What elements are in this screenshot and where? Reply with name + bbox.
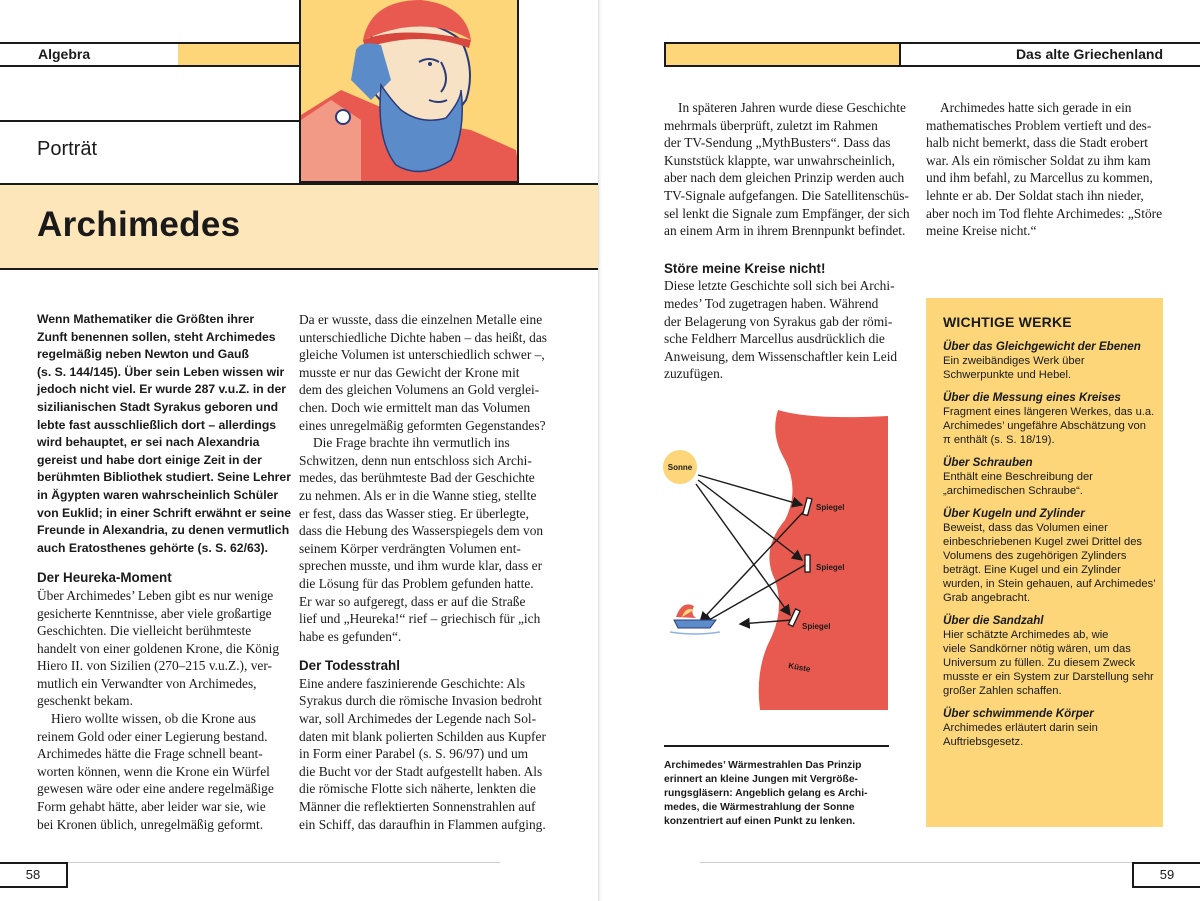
text-line: medes, die Wärmestrahlung der Sonne [664,802,855,813]
header-accent-bar [178,42,301,67]
text-line: konzentriert auf einen Punkt zu lenken. [664,816,856,827]
text-line: lehnte er ab. Der Soldat stach ihn nieder, [926,187,1144,203]
section-label: Algebra [38,46,91,62]
text-line: war, soll Archimedes der Legende nach Sol- [299,711,537,727]
death-paragraph [926,99,1166,240]
text-line: reinem Gold oder einer Legierung bestand. [37,728,268,744]
heat-ray-diagram [660,410,895,715]
work-description-line: π enthält (s. S. 18/19). [943,434,1055,446]
text-line: auch Eratosthenes gehörte (s. S. 62/63). [37,540,268,555]
text-line: Da er wusste, dass die einzelnen Metalle eine [299,312,543,327]
text-line: lebte fast ausschließlich dort – allerdings [37,417,277,432]
text-line: sizilianischen Stadt Syrakus geboren und [37,399,279,414]
heureka-paragraph-1 [37,587,285,710]
text-line: TV-Signale aufgefangen. Die Satellitenschüs- [664,187,909,203]
section-label-right: Das alte Griechenland [1015,46,1163,62]
category-label: Porträt [37,138,98,160]
work-description-line: musste er ein System zur Darstellung sehr [943,671,1154,683]
text-line: die römische Flotte sich näherte, lenkten die [299,781,536,797]
text-line: Wenn Mathematiker die Größten ihrer [37,312,255,326]
text-line: gesicherte Kenntnisse, aber viele großartige [37,605,272,621]
work-description [943,405,1155,447]
text-line: wird behauptet, er sei nach Alexandria [37,435,260,450]
work-description [943,521,1156,605]
text-line: Archimedes hatte sich gerade in ein [940,100,1132,115]
text-line: Männer die reflektierten Sonnenstrahlen auf [299,799,536,815]
text-line: seinem Körper verdrängten Volumen ent- [299,540,521,556]
text-line: jedoch nicht viel. Er wurde 287 v.u.Z. in der [37,382,287,397]
text-line: habe es gefunden“. [299,628,402,644]
text-line: gewesen wäre oder eine andere regelmäßige [37,781,274,797]
book-gutter [598,0,602,901]
work-description-line: Archimedes’ ungefähre Abschätzung von [943,420,1146,432]
work-description-line: Universum zu füllen. Zu diesem Zweck [943,657,1136,669]
work-title: Über die Messung eines Kreises [943,391,1121,404]
page-number-right: 59 [1132,862,1200,888]
mythbusters-paragraph [664,99,914,240]
work-description [943,470,1146,498]
left-column-2 [299,311,548,833]
text-line: Zunft benennen sollen, steht Archimedes [37,329,276,344]
section-label-box [0,42,180,67]
footer-rule-left [0,862,500,863]
left-column-1 [37,311,291,833]
text-line: halb nicht bemerkt, dass die Stadt erobert [926,135,1148,151]
text-line: In späteren Jahren wurde diese Geschichte [678,100,906,115]
text-line: er fest, dass das Wasser stieg. Er überlegte, [299,505,529,521]
text-line: Syrakus durch die römische Invasion bedroht [299,693,542,709]
text-line: an einem Arm in ihrem Brennpunkt befindet. [664,223,906,239]
text-line: (s. S. 144/145). Über sein Leben wissen wir [37,364,285,379]
page-title: Archimedes [37,205,241,244]
kreise-heading: Störe meine Kreise nicht! [664,260,826,276]
important-works-box [926,298,1163,827]
work-title: Über das Gleichgewicht der Ebenen [943,340,1141,353]
work-description [943,628,1154,698]
text-line: erinnert an kleine Jungen mit Vergröße- [664,774,858,785]
todesstrahl-paragraph [299,675,544,833]
text-line: musste er nur das Gewicht der Krone mit [299,364,520,380]
text-line: medes’ Tod zugetragen haben. Während [664,295,879,311]
text-line: mathematisches Problem vertieft und des- [926,117,1152,133]
work-description-line: Schwerpunkte und Hebel. [943,369,1072,381]
work-description-line: Enthält eine Beschreibung der [943,471,1093,483]
text-line: in Ägypten waren wahrscheinlich Schüler [37,487,279,502]
text-line: eines unregelmäßig geformten Gegenstandes? [299,417,546,433]
section-label-box-right [899,42,1200,67]
work-title: Über Kugeln und Zylinder [943,507,1085,520]
text-line: sprechen musste, und ihm wurde klar, dass er [299,558,543,574]
works-list [943,340,1156,749]
mirror-label-2: Spiegel [816,563,845,572]
text-line: Diese letzte Geschichte soll sich bei Archi- [664,278,895,294]
text-line: Archimedes hätte die Frage schnell beant- [37,746,263,762]
text-line: berühmten Bibliothek studiert. Seine Lehrer [37,470,291,485]
heureka-paragraph-2 [37,710,285,833]
text-line: dass die Hebung des Wasserspiegels dem von [299,523,544,539]
text-line: Anweisung, dem Wissenschaftler kein Leid [664,348,898,364]
text-line: Eine andere faszinierende Geschichte: Als [299,675,526,691]
text-line: Hiero wollte wissen, ob die Krone aus [51,711,256,727]
diagram-caption [664,745,889,829]
category-row [0,120,301,183]
page-number-left: 58 [0,862,68,888]
text-line: Die Frage brachte ihn vermutlich ins [313,435,510,451]
text-line: gleiche Volumen ist unterschiedlich schwer –, [299,347,545,363]
coast-label: Küste [787,661,812,674]
text-line: von Euklid; in einer Schrift erwähnt er seine [37,505,291,520]
crown-paragraph [299,311,548,434]
work-title: Über Schrauben [943,456,1033,469]
work-title: Über die Sandzahl [943,614,1044,627]
text-line: regelmäßig neben Newton und Gauß [37,347,249,362]
kreise-paragraph [664,277,914,383]
text-line: zu nehmen. Als er in die Wanne stieg, stellte [299,487,537,503]
work-description-line: Beweist, dass das Volumen einer [943,522,1108,534]
text-line: Er war so aufgeregt, dass er auf die Straße [299,593,526,609]
text-line: sel lenkt die Signale zum Empfänger, der sich [664,205,910,221]
works-heading: WICHTIGE WERKE [943,314,1072,330]
title-band [0,183,600,270]
work-description [943,354,1146,382]
text-line: Form gehabt hätte, aber leider war sie, wie [37,799,266,815]
text-line: unterschiedliche Dichte haben – das heißt, das [299,329,548,345]
text-line: die Lösung für das Problem gefunden hatte. [299,575,534,591]
header-accent-bar-right [664,42,901,67]
text-line: und ihm befahl, zu Marcellus zu kommen, [926,170,1153,186]
work-description-line: Ein zweibändiges Werk über [943,355,1085,367]
text-line: aber noch im Tod flehte Archimedes: „Störe [926,205,1163,221]
text-line: chen. Doch wie ermittelt man das Volumen [299,399,531,415]
work-description-line: Auftriebsgesetz. [943,736,1024,748]
text-line: der Belagerung von Syrakus gab der römi- [664,313,893,329]
work-description-line: einbeschriebenen Kugel zwei Drittel des [943,536,1143,548]
text-line: worten können, wenn die Krone ein Würfel [37,763,270,779]
right-column-2 [926,99,1166,240]
text-line: aber nach dem gleichen Prinzip werden auch [664,170,905,186]
text-line: der TV-Sendung „MythBusters“. Dass das [664,135,891,151]
portrait-illustration [301,0,519,183]
footer-rule-right [700,862,1200,863]
text-line: Geschichten. Die vielleicht berühmteste [37,623,252,639]
text-line: geschenkt bekam. [37,693,133,709]
text-line: meine Kreise nicht.“ [926,223,1037,239]
text-line: medes, das berühmteste Bad der Geschichte [299,470,535,486]
todesstrahl-heading: Der Todesstrahl [299,658,400,674]
work-description-line: Fragment eines längeren Werkes, das u.a. [943,406,1155,418]
text-line: Kunststück klappte, war unwahrscheinlich, [664,152,895,168]
mirror-2-icon [805,555,810,572]
text-line: zuzufügen. [664,366,724,382]
text-line: die Bucht vor der Stadt aufgestellt haben. Als [299,763,543,779]
heureka-heading: Der Heureka-Moment [37,570,172,586]
text-line: dem des gleichen Volumens an Gold verglei- [299,382,540,398]
work-description-line: Hier schätzte Archimedes ab, wie [943,629,1109,641]
sun-label: Sonne [667,463,693,472]
text-line: daten mit blank polierten Schilden aus Kupfer [299,728,546,744]
work-description-line: großer Zahlen schaffen. [943,685,1062,697]
text-line: bei Kronen üblich, unregelmäßig geformt. [37,816,264,832]
right-column-1 [664,99,914,383]
text-line: handelt von einer goldenen Krone, die König [37,640,280,656]
archimedes-portrait [299,0,519,183]
mirror-label-1: Spiegel [816,503,845,512]
work-title: Über schwimmende Körper [943,707,1094,720]
work-description-line: „archimedischen Schraube“. [943,485,1083,497]
text-line: Freunde in Alexandria, zu denen vermutlich [37,523,290,538]
coast-shape [759,410,888,710]
text-line: ein Schiff, das daraufhin in Flammen aufging. [299,816,546,832]
text-line: war. Als ein römischer Soldat zu ihm kam [926,152,1151,168]
work-description-line: Archimedes erläutert darin sein [943,722,1098,734]
mirror-label-3: Spiegel [802,622,831,631]
work-description-line: Volumens des zugehörigen Zylinders [943,550,1127,562]
work-description-line: Grab angebracht. [943,592,1031,604]
text-line: mutlich ein Verwandter von Archimedes, [37,675,257,691]
text-line: lief und „Heureka!“ rief – griechisch für „ich [299,611,541,627]
work-description-line: viele Sandkörner nötig wären, um das [943,643,1131,655]
work-description-line: wurden, in Stein gehauen, auf Archimedes’ [943,578,1156,590]
lead-paragraph [37,311,291,557]
text-line: Hiero II. von Sizilien (270–215 v.u.Z.), ver- [37,658,273,674]
work-description [943,721,1146,749]
bath-paragraph [299,434,544,645]
work-description-line: beträgt. Eine Kugel und ein Zylinder [943,564,1121,576]
text-line: Über Archimedes’ Leben gibt es nur wenige [37,587,274,603]
text-line: gereist und habe dort einige Zeit in der [37,452,262,467]
text-line: rungsgläsern: Angeblich gelang es Archi- [664,788,868,799]
diagram-svg [660,410,895,715]
text-line: mehrmals überprüft, zuletzt im Rahmen [664,117,878,133]
caption-text [664,759,889,829]
text-line: in Form einer Parabel (s. S. 96/97) und um [299,746,529,762]
text-line: Schwitzen, denn nun entschloss sich Archi- [299,452,532,468]
text-line: sche Feldherr Marcellus ausdrücklich die [664,331,885,347]
text-line: Archimedes’ Wärmestrahlen Das Prinzip [664,760,862,771]
